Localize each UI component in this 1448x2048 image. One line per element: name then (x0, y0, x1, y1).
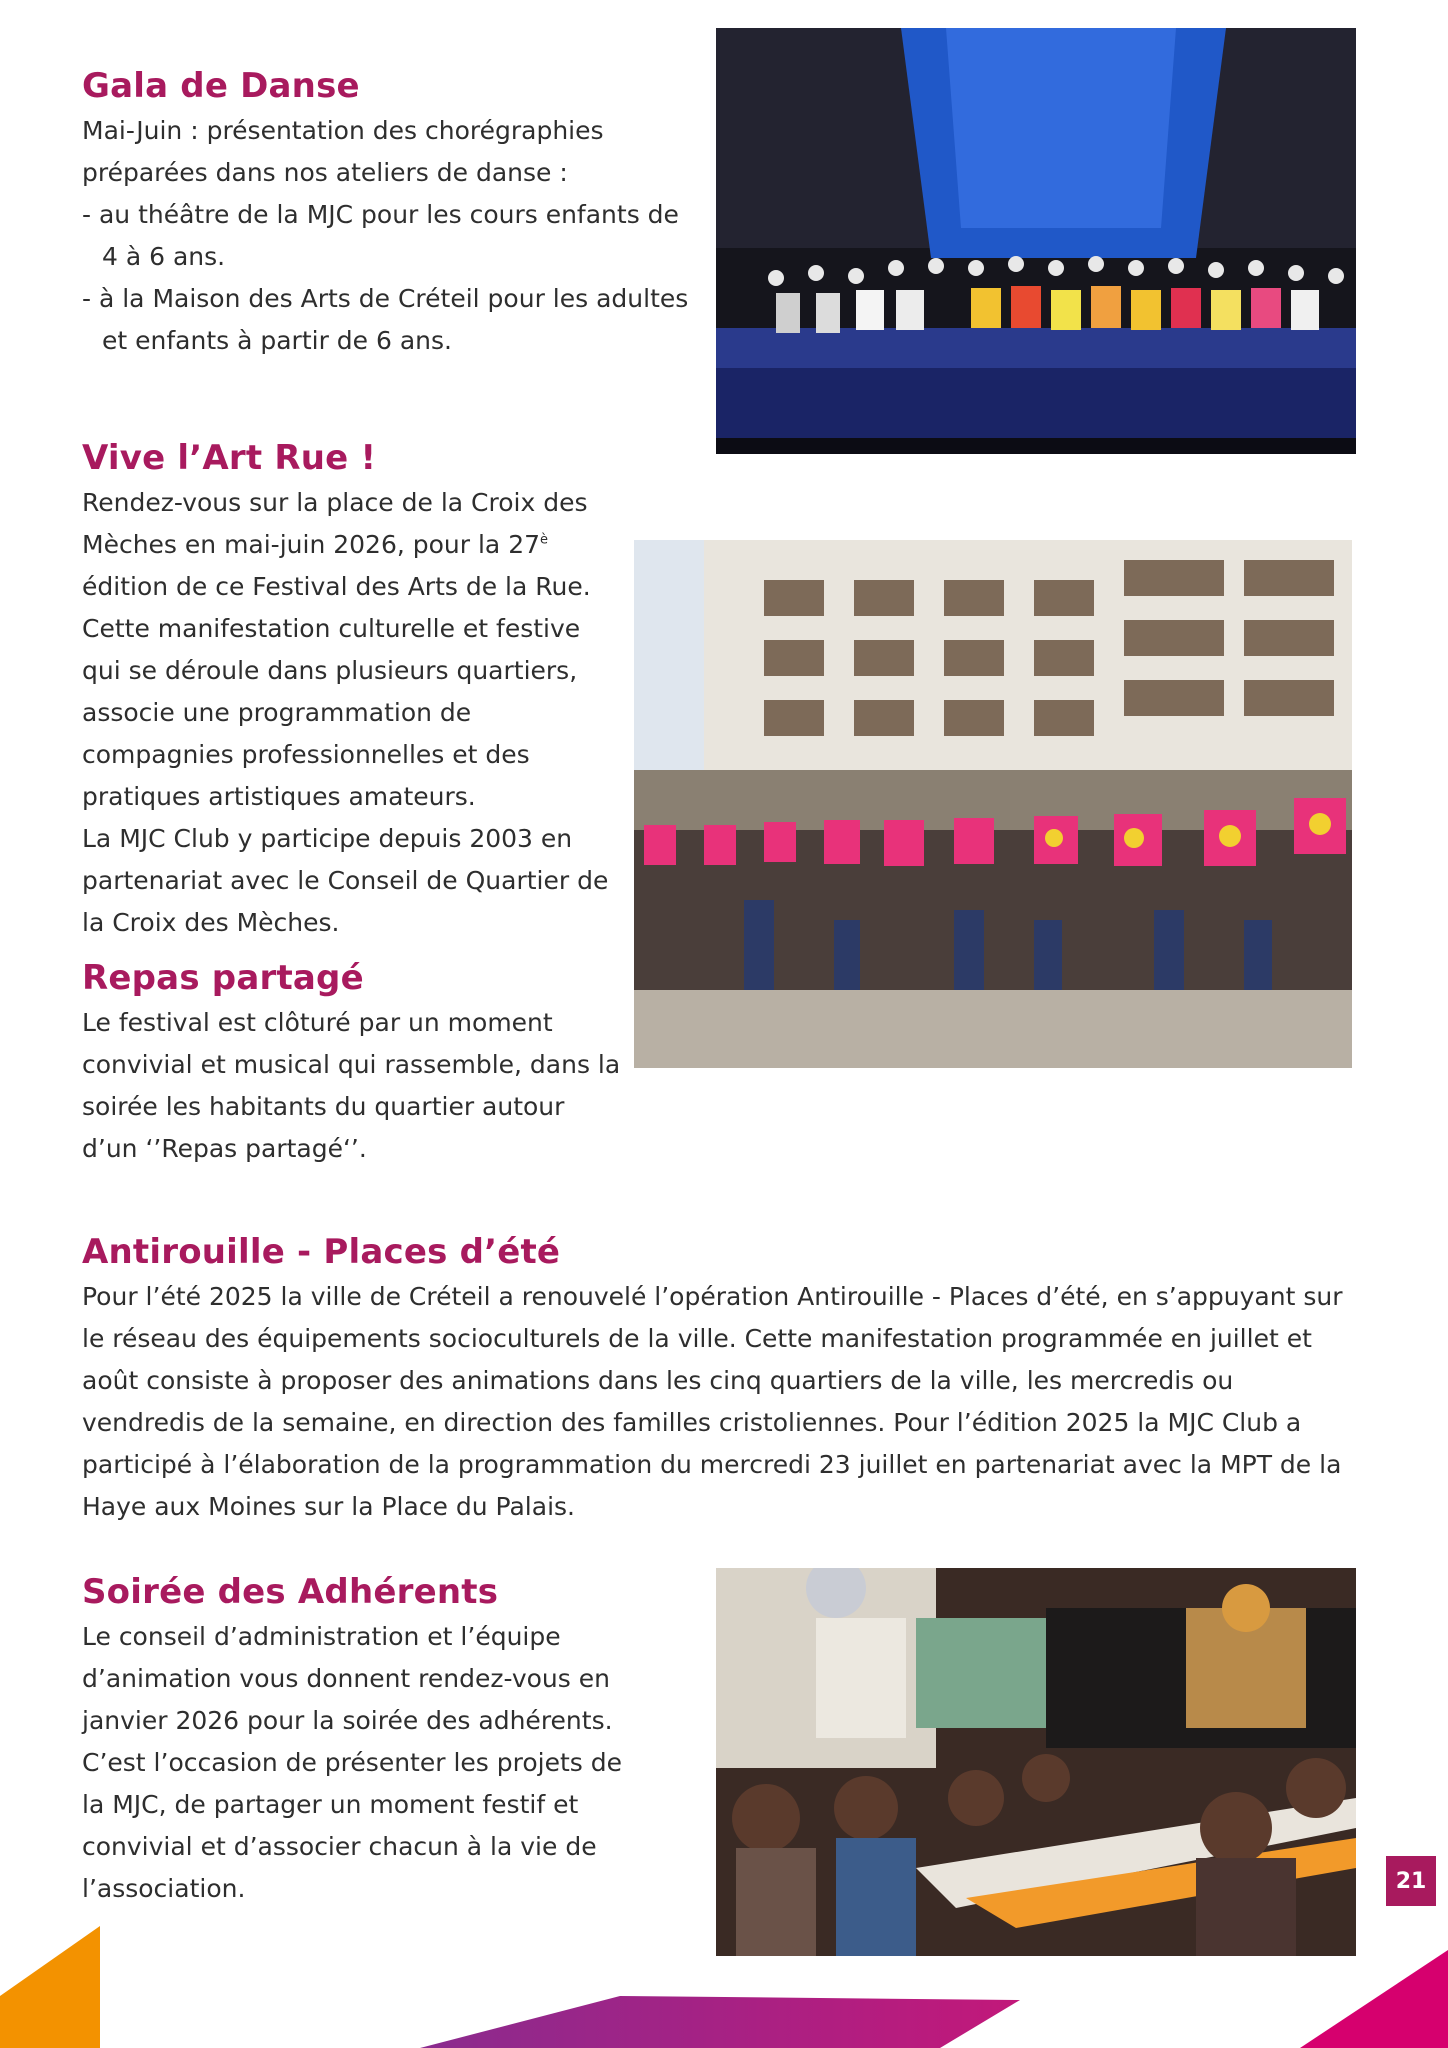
artrue-text-end: édition de ce Festival des Arts de la Rue. Cette manifestation culturelle et festive qui se déroule dans plusieurs quartiers, associe une programmation de compagnies professionnelles et des pratiques artistiques amateurs. (82, 572, 591, 811)
purple-band-shape (420, 1996, 1020, 2048)
members-party-photo (716, 1568, 1356, 1956)
soiree-text: Le conseil d’administration et l’équipe d’animation vous donnent rendez-vous en janvier 2026 pour la soirée des adhérents. C’est l’occasion de présenter les projets de la MJC, de partager un moment festif et convivial et d’associer chacun à la vie de l’association. (82, 1622, 622, 1903)
gala-intro: Mai-Juin : présentation des chorégraphies préparées dans nos ateliers de danse : (82, 116, 604, 187)
antirouille-title: Antirouille - Places d’été (82, 1232, 561, 1272)
soiree-title: Soirée des Adhérents (82, 1572, 499, 1612)
street-festival-photo (634, 540, 1352, 1068)
dance-gala-photo (716, 28, 1356, 454)
repas-text: Le festival est clôturé par un moment convivial et musical qui rassemble, dans la soirée les habitants du quartier autour d’un ‘’Repas partagé‘’. (82, 1008, 621, 1163)
artrue-section (82, 438, 622, 944)
artrue-text (82, 482, 622, 818)
antirouille-section (82, 1232, 1352, 1528)
artrue-text-2: La MJC Club y participe depuis 2003 en partenariat avec le Conseil de Quartier de la Croix des Mèches. (82, 824, 609, 937)
gala-item-1: - au théâtre de la MJC pour les cours enfants de 4 à 6 ans. (82, 200, 679, 271)
gala-list (82, 194, 692, 362)
repas-section (82, 958, 622, 1170)
page-number: 21 (1386, 1856, 1436, 1906)
antirouille-text: Pour l’été 2025 la ville de Créteil a renouvelé l’opération Antirouille - Places d’été, en s’appuyant sur le réseau des équipements socioculturels de la ville. Cette manifestation programmée en juillet et août consiste à proposer des animations dans les cinq quartiers de la ville, les mercredis ou vendredis de la semaine, en direction des familles cristoliennes. Pour l’édition 2025 la MJC Club a participé à l’élaboration de la programmation du mercredi 23 juillet en partenariat avec la MPT de la Haye aux Moines sur la Place du Palais. (82, 1282, 1343, 1521)
repas-title: Repas partagé (82, 958, 364, 998)
magenta-corner-shape (1300, 1950, 1448, 2048)
orange-corner-shape (0, 1926, 102, 2048)
soiree-section (82, 1572, 622, 1910)
artrue-superscript: è (540, 532, 549, 548)
gala-title: Gala de Danse (82, 66, 360, 106)
gala-section (82, 66, 692, 362)
artrue-title: Vive l’Art Rue ! (82, 438, 377, 478)
artrue-text-start: Rendez-vous sur la place de la Croix des Mèches en mai-juin 2026, pour la 27 (82, 488, 588, 559)
gala-item-2: - à la Maison des Arts de Créteil pour les adultes et enfants à partir de 6 ans. (82, 284, 689, 355)
